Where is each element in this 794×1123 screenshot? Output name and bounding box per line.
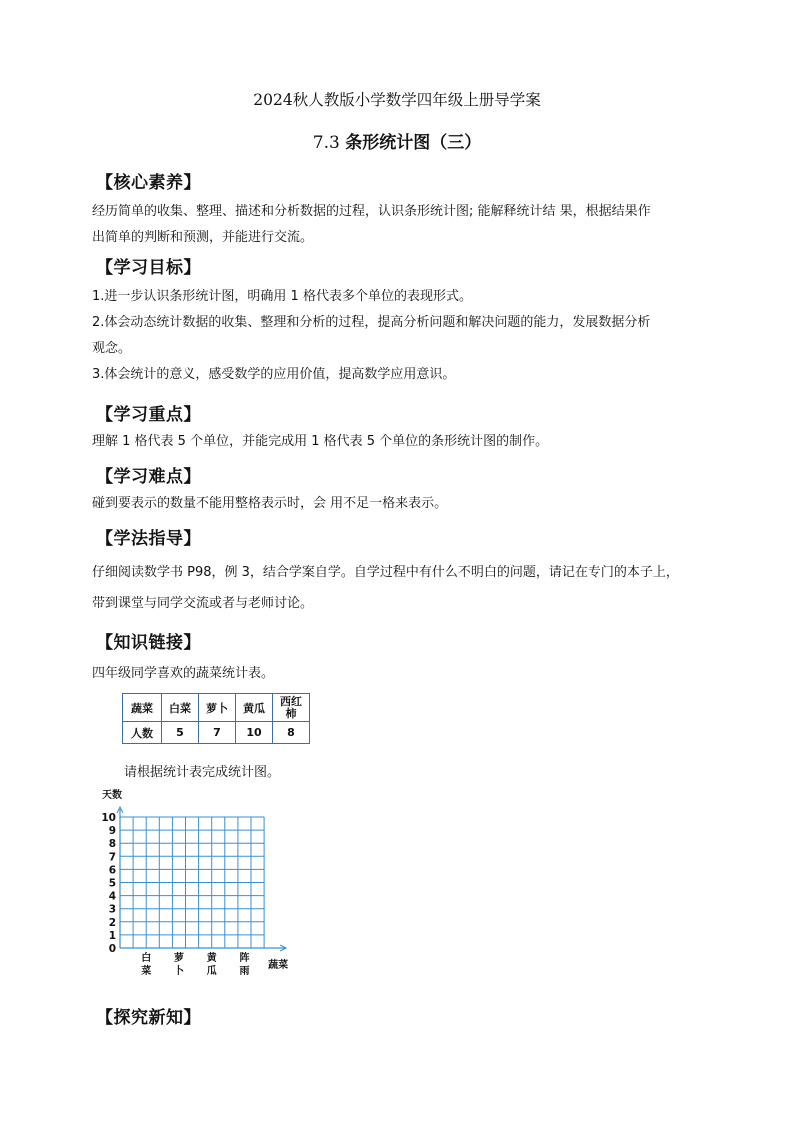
x-category-label: 萝 bbox=[173, 953, 184, 964]
text-line: 仔细阅读数学书 P98，例 3，结合学案自学。自学过程中有什么不明白的问题，请记在专门的本子上， bbox=[92, 565, 679, 580]
vegetable-table bbox=[122, 693, 310, 744]
table-cell: 蔬菜 bbox=[123, 694, 162, 722]
section-difficulty-text bbox=[92, 491, 712, 517]
x-category-label: 卜 bbox=[173, 966, 184, 977]
y-axis-label: 天数 bbox=[102, 790, 122, 801]
y-tick-label: 2 bbox=[108, 916, 116, 929]
text-line: 3.体会统计的意义，感受数学的应用价值，提高数学应用意识。 bbox=[92, 367, 456, 382]
y-tick-label: 5 bbox=[108, 877, 116, 890]
x-category-label: 菜 bbox=[141, 966, 152, 977]
table-cell: 人数 bbox=[123, 722, 162, 744]
link-intro-text: 四年级同学喜欢的蔬菜统计表。 bbox=[92, 666, 275, 681]
x-axis-label: 蔬菜 bbox=[268, 960, 289, 971]
x-category-label: 雨 bbox=[239, 966, 250, 977]
section-heading-core: 【核心素养】 bbox=[96, 173, 201, 193]
text-line: 观念。 bbox=[92, 341, 132, 356]
text-line: 2.体会动态统计数据的收集、整理和分析的过程，提高分析问题和解决问题的能力，发展数据分析 bbox=[92, 315, 651, 330]
section-heading-explore: 【探究新知】 bbox=[96, 1008, 201, 1028]
x-category-label: 白 bbox=[141, 953, 152, 964]
section-heading-key: 【学习重点】 bbox=[96, 405, 201, 425]
y-tick-label: 8 bbox=[108, 838, 116, 851]
text-line: 出简单的判断和预测，并能进行交流。 bbox=[92, 230, 314, 245]
section-goals-text bbox=[92, 284, 712, 388]
table-row bbox=[123, 694, 310, 722]
y-tick-label: 3 bbox=[108, 903, 116, 916]
text-line: 带到课堂与同学交流或者与老师讨论。 bbox=[92, 596, 314, 611]
table-cell: 西红 柿 bbox=[273, 694, 310, 722]
section-key-text bbox=[92, 429, 712, 455]
table-cell: 7 bbox=[199, 722, 236, 744]
x-category-label: 阵 bbox=[239, 953, 250, 964]
y-tick-label: 9 bbox=[108, 825, 116, 838]
y-tick-label: 6 bbox=[108, 864, 116, 877]
section-heading-link: 【知识链接】 bbox=[96, 633, 201, 653]
table-row bbox=[123, 722, 310, 744]
table-cell: 白菜 bbox=[162, 694, 199, 722]
table-cell: 8 bbox=[273, 722, 310, 744]
lesson-title bbox=[0, 128, 794, 153]
y-tick-label: 7 bbox=[108, 851, 116, 864]
section-heading-goals: 【学习目标】 bbox=[96, 258, 201, 278]
text-line: 理解 1 格代表 5 个单位，并能完成用 1 格代表 5 个单位的条形统计图的制作。 bbox=[92, 434, 549, 449]
text-line: 经历简单的收集、整理、描述和分析数据的过程，认识条形统计图; 能解释统计结 果，根据结果作 bbox=[92, 204, 651, 219]
lesson-number: 7.3 bbox=[312, 133, 340, 153]
text-line: 1.进一步认识条形统计图，明确用 1 格代表多个单位的表现形式。 bbox=[92, 289, 472, 304]
x-category-label: 瓜 bbox=[206, 966, 217, 977]
document-title: 2024秋人教版小学数学四年级上册导学案 bbox=[253, 91, 541, 109]
y-tick-label: 4 bbox=[108, 890, 116, 903]
table-cell: 萝卜 bbox=[199, 694, 236, 722]
lesson-name: 条形统计图（三） bbox=[345, 133, 482, 153]
link-instruction-text: 请根据统计表完成统计图。 bbox=[124, 765, 281, 780]
table-cell: 黄瓜 bbox=[236, 694, 273, 722]
section-core-text bbox=[92, 199, 712, 251]
table-cell: 10 bbox=[236, 722, 273, 744]
y-tick-label: 0 bbox=[108, 943, 116, 955]
text-line: 碰到要表示的数量不能用整格表示时，会 用不足一格来表示。 bbox=[92, 496, 448, 511]
x-category-label: 黄 bbox=[206, 953, 217, 964]
section-heading-method: 【学法指导】 bbox=[96, 529, 201, 549]
section-method-text bbox=[92, 557, 712, 619]
table-cell: 5 bbox=[162, 722, 199, 744]
y-tick-label: 10 bbox=[101, 812, 116, 824]
section-heading-difficulty: 【学习难点】 bbox=[96, 467, 201, 487]
y-tick-label: 1 bbox=[108, 929, 116, 942]
blank-bar-chart bbox=[90, 786, 310, 986]
